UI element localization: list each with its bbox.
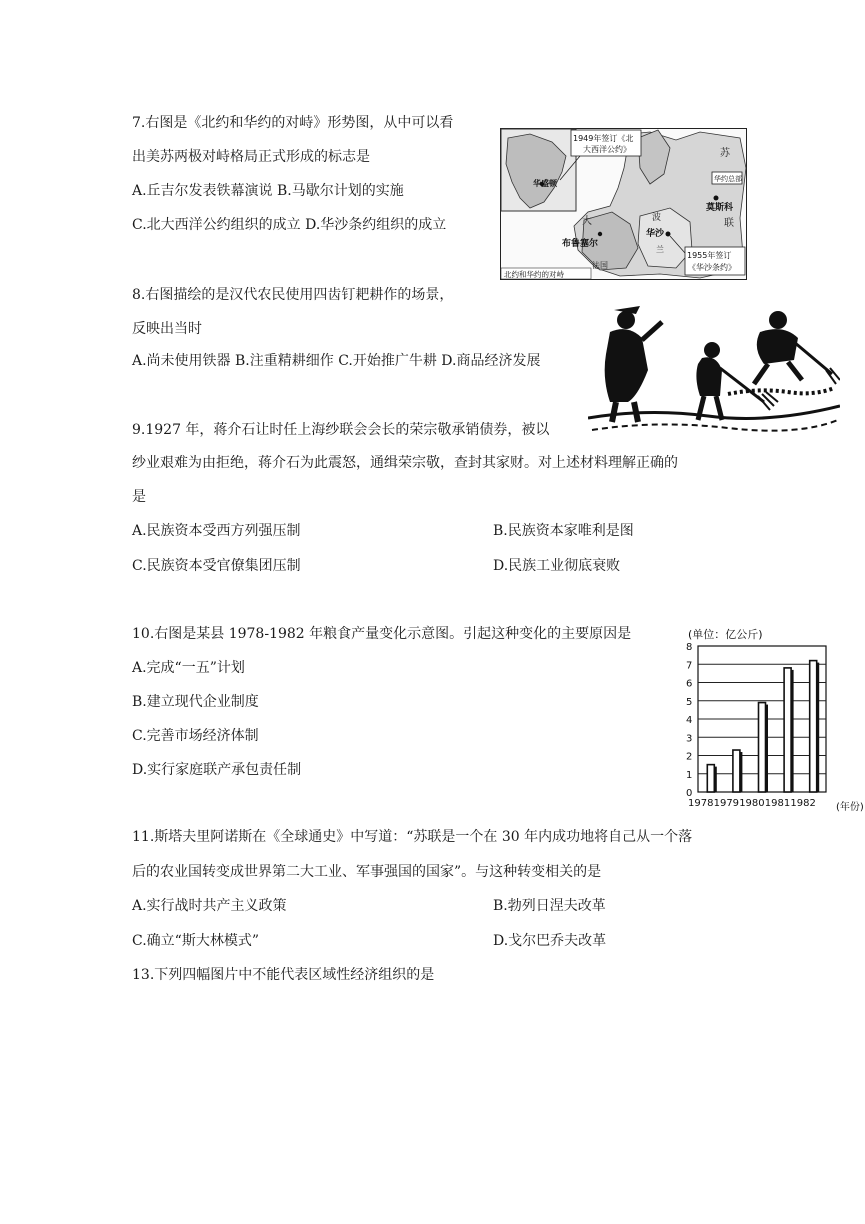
chart-x-tick-label: 1982 bbox=[790, 798, 816, 809]
chart-y-tick-label: 4 bbox=[686, 715, 693, 726]
chart-bar-1981 bbox=[784, 668, 791, 792]
chart-y-tick-label: 3 bbox=[686, 733, 693, 745]
map-city-washington: 华盛顿 bbox=[533, 179, 557, 188]
q11-option-c: C.确立“斯大林模式” bbox=[132, 933, 259, 949]
map-city-warsaw: 华沙 bbox=[646, 229, 665, 239]
warsaw-marker bbox=[666, 232, 671, 237]
chart-y-tick-label: 0 bbox=[686, 788, 693, 799]
chart-y-tick-label: 2 bbox=[686, 751, 693, 763]
q9-option-d: D.民族工业彻底衰败 bbox=[493, 558, 621, 574]
q10-option-d: D.实行家庭联产承包责任制 bbox=[132, 762, 302, 778]
q7-stem-line1: 7.右图是《北约和华约的对峙》形势图，从中可以看 bbox=[132, 115, 454, 131]
q10-option-a: A.完成“一五”计划 bbox=[132, 660, 245, 676]
chart-bar-1978 bbox=[707, 765, 714, 792]
q11-stem-line1: 11.斯塔夫里阿诺斯在《全球通史》中写道：“苏联是一个在 30 年内成功地将自己从一个落 bbox=[132, 829, 693, 845]
map-warsaw-callout-1: 1955年签订 bbox=[687, 251, 732, 260]
chart-y-tick-label: 1 bbox=[686, 769, 693, 781]
chart-bar-shadow bbox=[740, 752, 743, 792]
map-caption: 北约和华约的对峙 bbox=[504, 270, 564, 279]
map-label-fa: 法国 bbox=[592, 261, 608, 270]
map-label-da: 大 bbox=[582, 216, 592, 227]
chart-bar-1980 bbox=[759, 703, 766, 792]
q9-option-a: A.民族资本受西方列强压制 bbox=[132, 523, 301, 539]
chart-x-axis-label: (年份) bbox=[836, 802, 864, 813]
chart-x-tick-label: 1978 bbox=[688, 798, 714, 809]
map-nato-callout-2: 大西洋公约》 bbox=[583, 145, 631, 154]
han-farmers-rake-illustration bbox=[588, 298, 840, 440]
q8-stem-line2: 反映出当时 bbox=[132, 321, 202, 337]
map-city-brussels: 布鲁塞尔 bbox=[562, 239, 599, 249]
map-label-lan: 兰 bbox=[656, 245, 664, 254]
q8-options: A.尚未使用铁器 B.注重精耕细作 C.开始推广牛耕 D.商品经济发展 bbox=[132, 353, 541, 369]
q11-option-d: D.戈尔巴乔夫改革 bbox=[493, 933, 607, 949]
q10-stem: 10.右图是某县 1978-1982 年粮食产量变化示意图。引起这种变化的主要原因是 bbox=[132, 626, 632, 642]
map-nato-callout-1: 1949年签订《北 bbox=[573, 134, 634, 143]
chart-unit-title: (单位：亿公斤) bbox=[688, 628, 763, 641]
grain-output-chart bbox=[676, 624, 864, 814]
chart-bar-1979 bbox=[733, 750, 740, 792]
q13-stem: 13.下列四幅图片中不能代表区域性经济组织的是 bbox=[132, 967, 435, 983]
chart-bar-shadow bbox=[766, 705, 769, 792]
q9-stem-line2: 纱业艰难为由拒绝，蒋介石为此震怒，通缉荣宗敬，查封其家财。对上述材料理解正确的 bbox=[132, 455, 678, 471]
chart-y-tick-label: 8 bbox=[686, 642, 693, 653]
chart-bar-shadow bbox=[714, 767, 717, 792]
q8-stem-line1: 8.右图描绘的是汉代农民使用四齿钉耙耕作的场景， bbox=[132, 287, 454, 303]
chart-y-tick-label: 7 bbox=[686, 660, 693, 672]
chart-x-tick-label: 1979 bbox=[713, 798, 740, 809]
q11-option-b: B.勃列日涅夫改革 bbox=[493, 898, 606, 914]
q9-option-b: B.民族资本家唯利是图 bbox=[493, 523, 634, 539]
map-city-moscow: 莫斯科 bbox=[706, 203, 734, 213]
q9-stem-line3: 是 bbox=[132, 489, 146, 505]
q7-stem-line2: 出美苏两极对峙格局正式形成的标志是 bbox=[132, 149, 370, 165]
moscow-marker bbox=[714, 196, 719, 201]
map-label-bo: 波 bbox=[652, 213, 662, 223]
brussels-marker bbox=[598, 232, 602, 236]
q9-option-c: C.民族资本受官僚集团压制 bbox=[132, 558, 301, 574]
chart-y-tick-label: 5 bbox=[686, 696, 693, 708]
q11-option-a: A.实行战时共产主义政策 bbox=[132, 898, 287, 914]
map-warsaw-callout-2: 《华沙条约》 bbox=[688, 263, 736, 272]
chart-bar-1982 bbox=[810, 661, 817, 792]
chart-bar-shadow bbox=[791, 670, 794, 792]
q10-option-c: C.完善市场经济体制 bbox=[132, 728, 259, 744]
q7-options-ab: A.丘吉尔发表铁幕演说 B.马歇尔计划的实施 bbox=[132, 183, 404, 199]
map-legend: 华约总部 bbox=[714, 175, 742, 183]
q11-stem-line2: 后的农业国转变成世界第二大工业、军事强国的国家”。与这种转变相关的是 bbox=[132, 864, 602, 880]
q7-options-cd: C.北大西洋公约组织的成立 D.华沙条约组织的成立 bbox=[132, 217, 447, 233]
q9-stem-line1: 9.1927 年，蒋介石让时任上海纱联会会长的荣宗敬承销债券，被以 bbox=[132, 422, 550, 438]
map-label-su: 苏 bbox=[720, 148, 730, 159]
chart-x-tick-label: 1980 bbox=[739, 798, 765, 809]
chart-y-tick-label: 6 bbox=[686, 678, 693, 690]
nato-warsaw-map bbox=[500, 128, 747, 280]
chart-x-tick-label: 1981 bbox=[764, 798, 791, 809]
chart-bar-shadow bbox=[817, 663, 820, 792]
map-label-lian: 联 bbox=[724, 218, 734, 229]
q10-option-b: B.建立现代企业制度 bbox=[132, 694, 259, 710]
